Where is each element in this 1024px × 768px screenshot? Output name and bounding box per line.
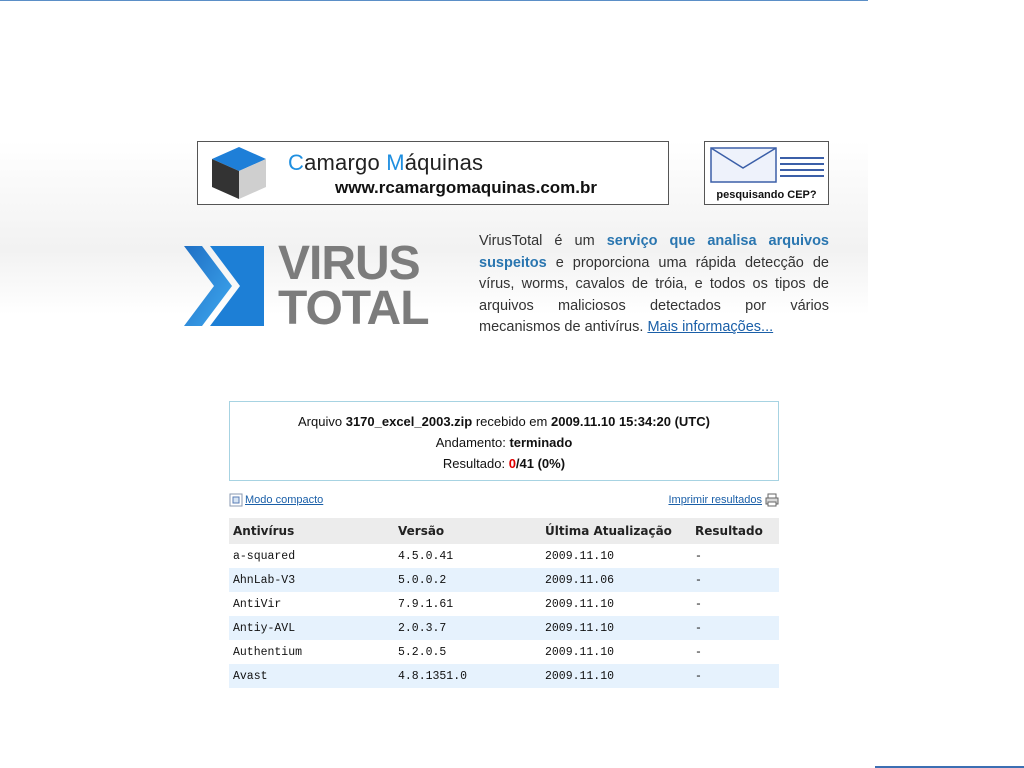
cell-last-update: 2009.11.06 (541, 568, 691, 592)
result-line: Resultado: 0/41 (0%) (442, 456, 566, 471)
cube-logo-icon (208, 145, 270, 201)
cell-version: 5.0.0.2 (394, 568, 541, 592)
header-antivirus[interactable]: Antivírus (229, 518, 394, 544)
cep-ad[interactable] (704, 141, 829, 205)
cell-antivirus: Antiy-AVL (229, 616, 394, 640)
cell-result: - (695, 645, 702, 659)
cell-version: 5.2.0.5 (398, 645, 447, 659)
file-info-box (229, 401, 779, 481)
intro-paragraph: VirusTotal é um serviço que analisa arquivos suspeitos e proporciona uma rápida detecção de vírus, worms, cavalos de tróia, e todos os tipos de arquivos maliciosos detectados por vários mecanismos de antivírus. Mais informações... (479, 233, 829, 335)
cell-result: - (691, 664, 779, 688)
intro-highlight: serviço que analisa arquivos suspeitos (479, 233, 829, 271)
cell-version: 7.9.1.61 (398, 597, 454, 611)
results-table (229, 518, 779, 688)
status-line: Andamento: terminado (435, 435, 573, 450)
logo-text-total: TOTAL (278, 282, 429, 335)
compact-mode-control[interactable] (229, 493, 323, 507)
more-info-link[interactable]: Mais informações... (647, 319, 774, 335)
result-detected: 0 (508, 456, 516, 471)
table-row (229, 616, 779, 640)
file-name: 3170_excel_2003.zip (345, 414, 473, 429)
cell-antivirus: a-squared (233, 549, 296, 563)
virustotal-logo-icon[interactable] (184, 244, 266, 328)
header-version[interactable]: Versão (394, 518, 541, 544)
cell-version: 2.0.3.7 (394, 616, 541, 640)
table-row (229, 544, 779, 568)
print-results-control[interactable] (668, 493, 779, 507)
table-row (229, 640, 779, 664)
received-timestamp: 2009.11.10 15:34:20 (UTC) (550, 414, 710, 429)
cell-result: - (695, 549, 702, 563)
compact-mode-link[interactable]: Modo compacto (245, 494, 324, 506)
cell-antivirus: AhnLab-V3 (229, 568, 394, 592)
envelope-icon (708, 144, 826, 184)
compact-mode-icon (229, 493, 243, 507)
cell-antivirus: Avast (229, 664, 394, 688)
cell-last-update: 2009.11.10 (545, 549, 615, 563)
top-border (0, 0, 868, 1)
print-results-link[interactable]: Imprimir resultados (668, 494, 762, 506)
status-value: terminado (509, 435, 573, 450)
cell-antivirus: Authentium (233, 645, 303, 659)
cell-last-update: 2009.11.10 (545, 597, 615, 611)
header-last-update[interactable]: Última Atualização (541, 518, 691, 544)
table-row (229, 664, 779, 688)
header-result[interactable]: Resultado (691, 518, 779, 544)
cell-version: 4.5.0.41 (398, 549, 454, 563)
printer-icon (765, 493, 779, 507)
cell-last-update: 2009.11.10 (545, 645, 615, 659)
cep-ad-label: pesquisando CEP? (716, 189, 817, 201)
file-line: Arquivo 3170_excel_2003.zip recebido em 2009.11.10 15:34:20 (UTC) (298, 414, 710, 429)
cell-result: - (691, 616, 779, 640)
cell-result: - (695, 597, 702, 611)
logo-text-virus: VIRUS (278, 237, 420, 290)
cell-last-update: 2009.11.10 (541, 616, 691, 640)
cell-antivirus: AntiVir (233, 597, 282, 611)
table-header-row (229, 518, 779, 544)
table-row (229, 592, 779, 616)
banner-url: www.rcamargomaquinas.com.br (335, 178, 597, 197)
result-total: /41 (0%) (515, 456, 566, 471)
camargo-banner-ad[interactable] (197, 141, 669, 205)
cell-result: - (691, 568, 779, 592)
table-row (229, 568, 779, 592)
cell-last-update: 2009.11.10 (541, 664, 691, 688)
banner-title: Camargo Máquinas (288, 150, 484, 175)
cell-version: 4.8.1351.0 (394, 664, 541, 688)
